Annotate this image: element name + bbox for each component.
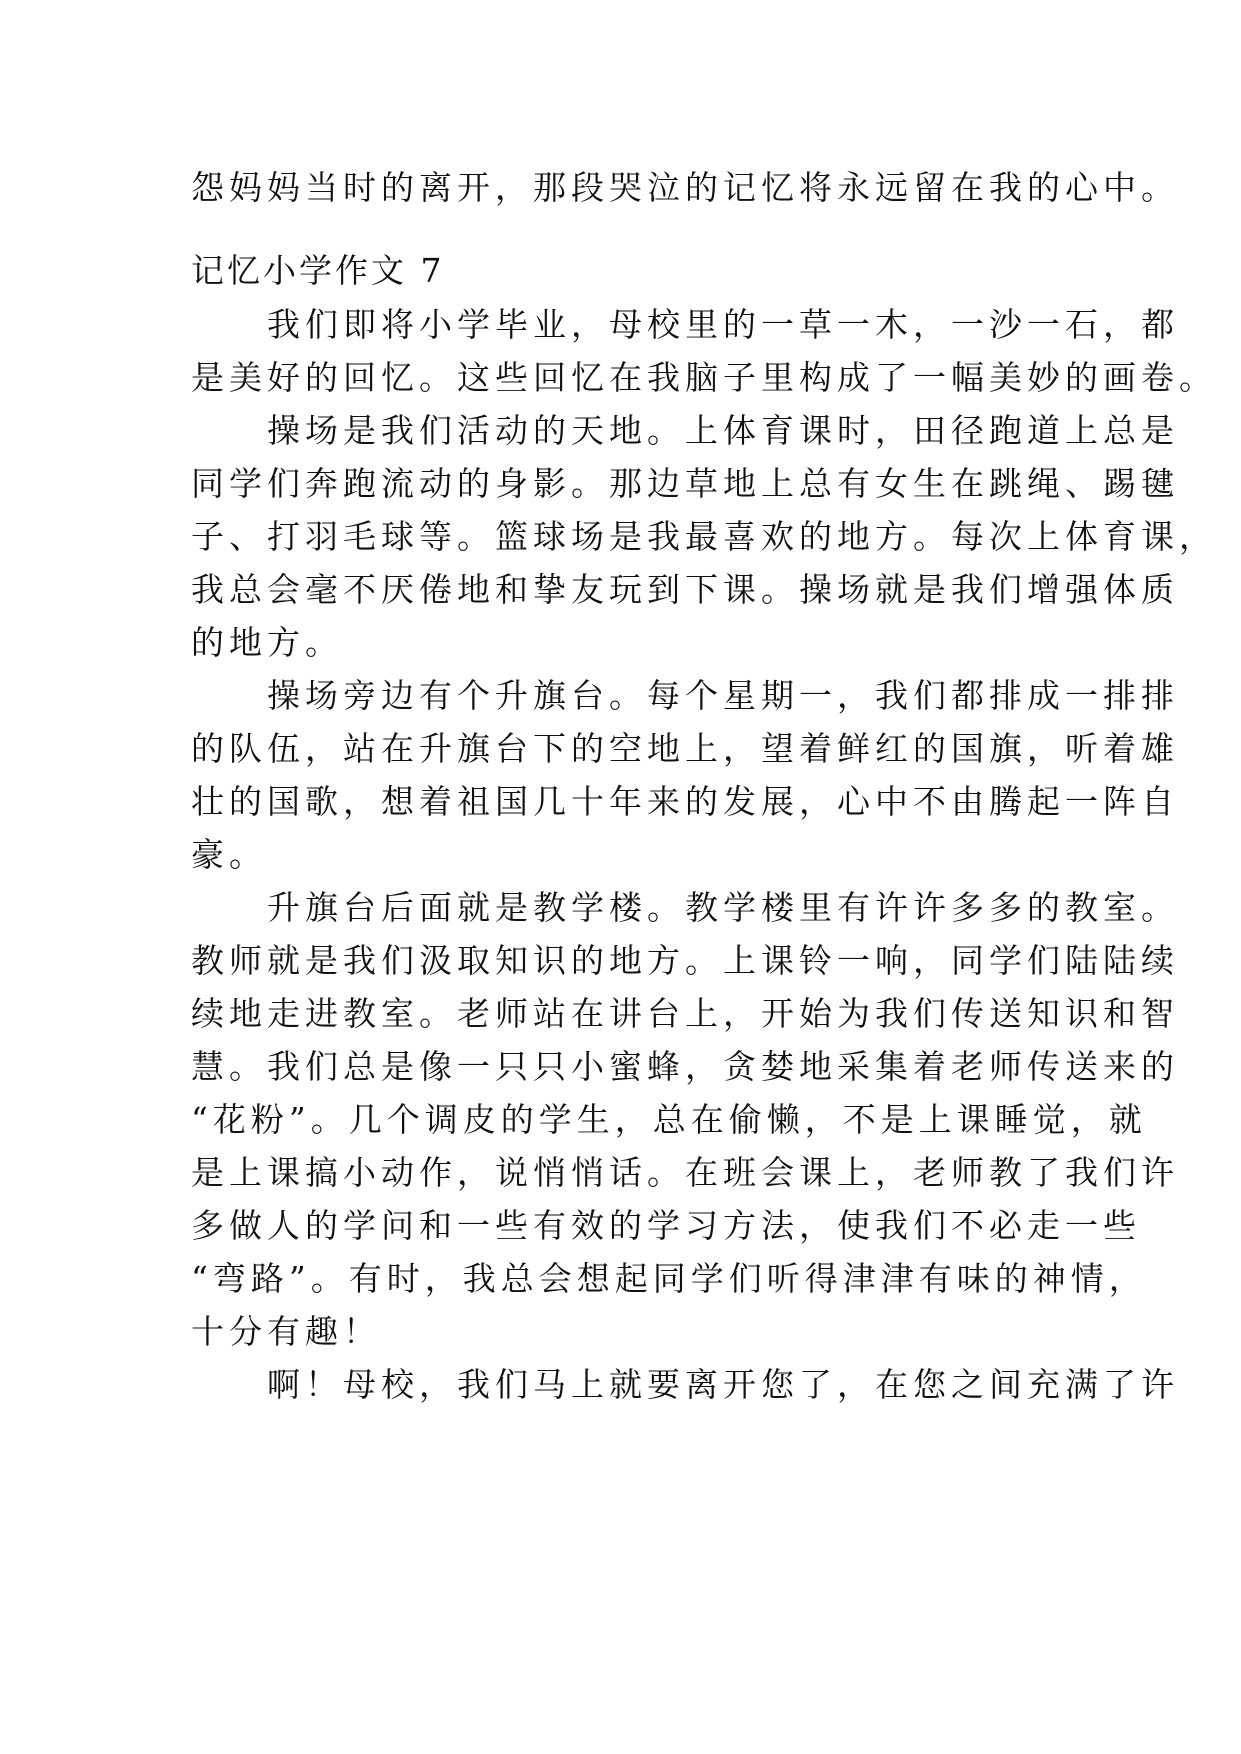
text-line: 操场旁边有个升旗台。每个星期一，我们都排成一排排 [191,676,1179,715]
text-line: 同学们奔跑流动的身影。那边草地上总有女生在跳绳、踢毽 [191,464,1179,503]
text-line: 十分有趣！ [191,1312,381,1351]
text-line: 教师就是我们汲取知识的地方。上课铃一响，同学们陆陆续 [191,941,1179,980]
text-line: 啊！母校，我们马上就要离开您了，在您之间充满了许 [191,1365,1179,1404]
text-line: 怨妈妈当时的离开，那段哭泣的记忆将永远留在我的心中。 [191,168,1179,207]
text-line: 的地方。 [191,623,343,662]
text-line: 我们即将小学毕业，母校里的一草一木，一沙一石，都 [191,305,1179,344]
text-line: 豪。 [191,835,267,874]
text-line: 的队伍，站在升旗台下的空地上，望着鲜红的国旗，听着雄 [191,729,1179,768]
text-line: 子、打羽毛球等。篮球场是我最喜欢的地方。每次上体育课， [191,517,1217,556]
text-line: “弯路”。有时，我总会想起同学们听得津津有味的神情， [191,1259,1147,1298]
text-line: “花粉”。几个调皮的学生，总在偷懒，不是上课睡觉，就 [191,1100,1147,1139]
text-line: 慧。我们总是像一只只小蜜蜂，贪婪地采集着老师传送来的 [191,1047,1179,1086]
text-line: 是美好的回忆。这些回忆在我脑子里构成了一幅美妙的画卷。 [191,358,1217,397]
text-line: 壮的国歌，想着祖国几十年来的发展，心中不由腾起一阵自 [191,782,1179,821]
text-line: 多做人的学问和一些有效的学习方法，使我们不必走一些 [191,1206,1141,1245]
text-line: 升旗台后面就是教学楼。教学楼里有许许多多的教室。 [191,888,1179,927]
text-line: 是上课搞小动作，说悄悄话。在班会课上，老师教了我们许 [191,1153,1179,1192]
text-line: 续地走进教室。老师站在讲台上，开始为我们传送知识和智 [191,994,1179,1033]
text-line: 操场是我们活动的天地。上体育课时，田径跑道上总是 [191,411,1179,450]
essay-heading: 记忆小学作文 7 [191,251,445,290]
text-line: 我总会毫不厌倦地和挚友玩到下课。操场就是我们增强体质 [191,570,1179,609]
